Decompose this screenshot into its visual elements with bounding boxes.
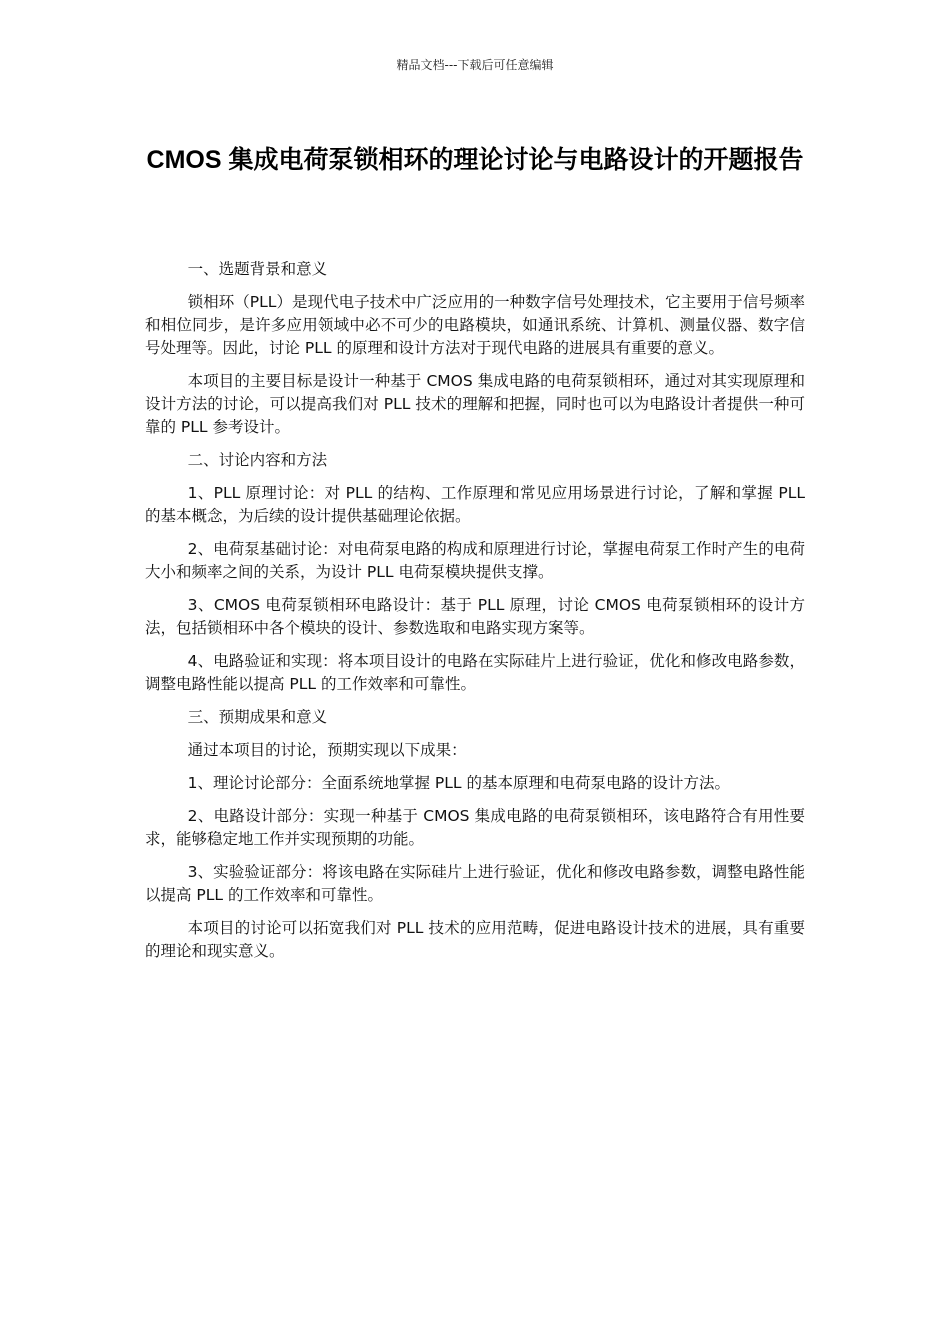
- document-body: [145, 258, 805, 973]
- paragraph: 3、实验验证部分：将该电路在实际硅片上进行验证，优化和修改电路参数，调整电路性能以提高 PLL 的工作效率和可靠性。: [145, 863, 805, 904]
- section-heading-background: 一、选题背景和意义: [187, 260, 328, 278]
- paragraph: 4、电路验证和实现：将本项目设计的电路在实际硅片上进行验证，优化和修改电路参数，调整电路性能以提高 PLL 的工作效率和可靠性。: [145, 652, 805, 693]
- section-heading-expected-results: 三、预期成果和意义: [187, 708, 328, 726]
- paragraph: 锁相环（PLL）是现代电子技术中广泛应用的一种数字信号处理技术，它主要用于信号频率和相位同步，是许多应用领域中必不可少的电路模块，如通讯系统、计算机、测量仪器、数字信号处理等。因此，讨论 PLL 的原理和设计方法对于现代电路的进展具有重要的意义。: [145, 293, 805, 357]
- paragraph: 通过本项目的讨论，预期实现以下成果：: [187, 741, 467, 759]
- paragraph: 本项目的讨论可以拓宽我们对 PLL 技术的应用范畴，促进电路设计技术的进展，具有重要的理论和现实意义。: [145, 919, 805, 960]
- paragraph: 1、理论讨论部分：全面系统地掌握 PLL 的基本原理和电荷泵电路的设计方法。: [187, 774, 730, 792]
- paragraph: 本项目的主要目标是设计一种基于 CMOS 集成电路的电荷泵锁相环，通过对其实现原理和设计方法的讨论，可以提高我们对 PLL 技术的理解和把握，同时也可以为电路设计者提供一种可靠的 PLL 参考设计。: [145, 372, 805, 436]
- paragraph: 2、电路设计部分：实现一种基于 CMOS 集成电路的电荷泵锁相环，该电路符合有用性要求，能够稳定地工作并实现预期的功能。: [145, 807, 805, 848]
- section-heading-content-methods: 二、讨论内容和方法: [187, 451, 328, 469]
- document-title: CMOS 集成电荷泵锁相环的理论讨论与电路设计的开题报告: [146, 146, 804, 174]
- paragraph: 1、PLL 原理讨论：对 PLL 的结构、工作原理和常见应用场景进行讨论，了解和掌握 PLL 的基本概念，为后续的设计提供基础理论依据。: [145, 484, 805, 525]
- page-header: 精品文档---下载后可任意编辑: [396, 58, 554, 72]
- paragraph: 3、CMOS 电荷泵锁相环电路设计：基于 PLL 原理，讨论 CMOS 电荷泵锁相环的设计方法，包括锁相环中各个模块的设计、参数选取和电路实现方案等。: [145, 596, 805, 637]
- paragraph: 2、电荷泵基础讨论：对电荷泵电路的构成和原理进行讨论，掌握电荷泵工作时产生的电荷大小和频率之间的关系，为设计 PLL 电荷泵模块提供支撑。: [145, 540, 805, 581]
